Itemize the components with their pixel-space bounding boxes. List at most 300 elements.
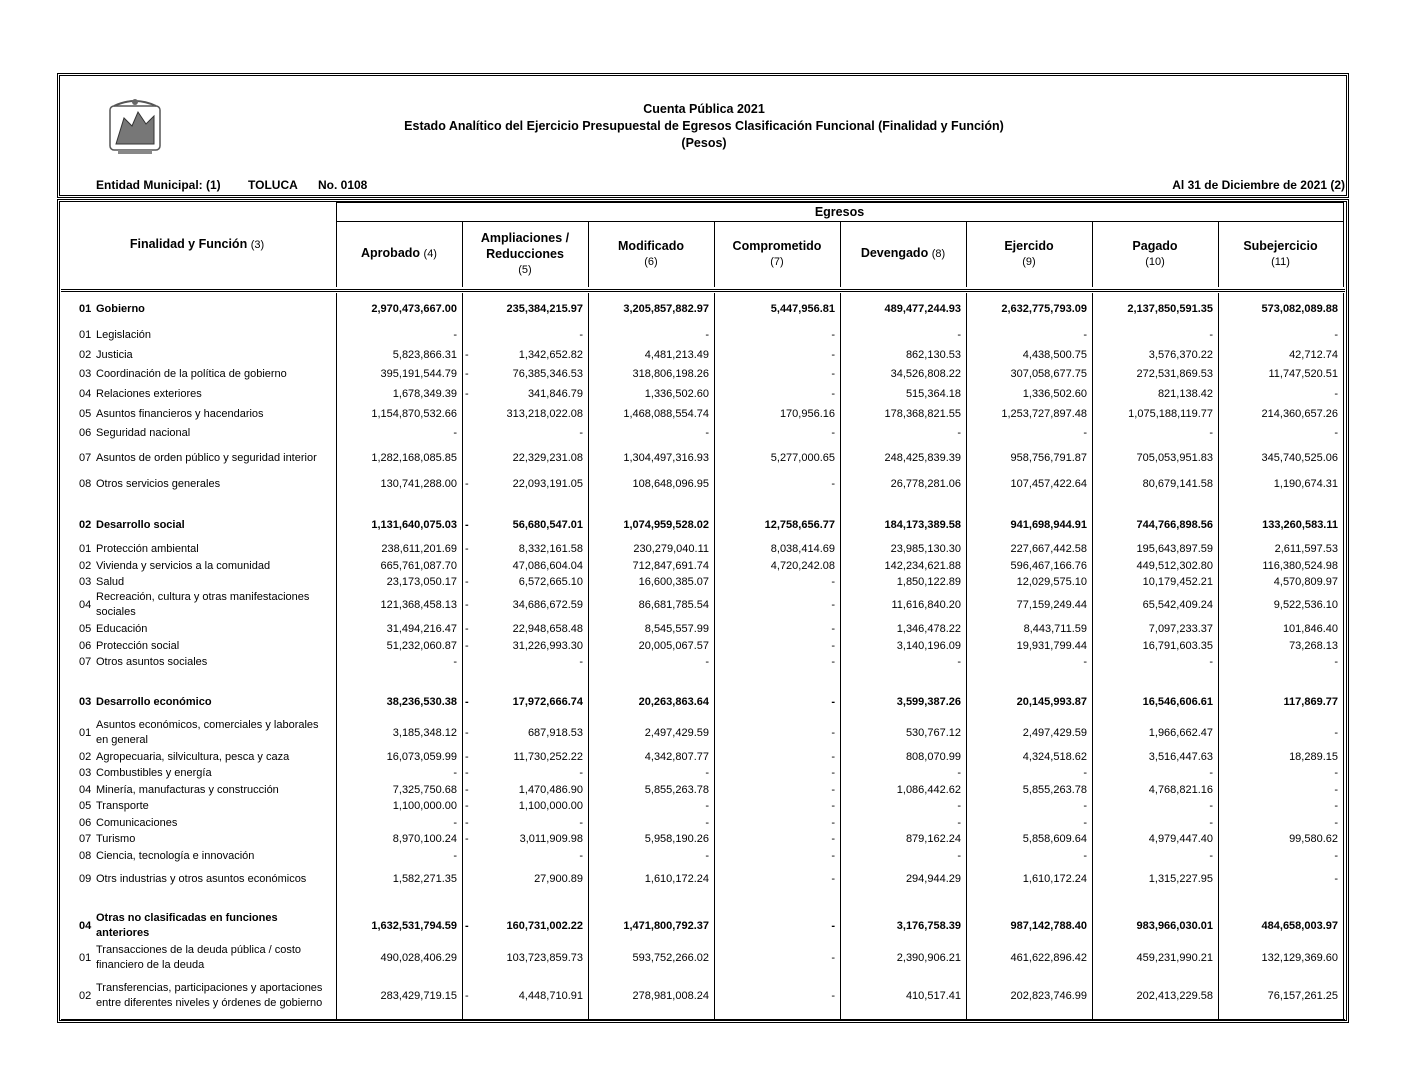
col-header-num: (10)	[1145, 256, 1165, 268]
col-header-label: Aprobado	[361, 246, 421, 260]
value-cell: 8,970,100.24	[392, 833, 457, 845]
value-cell: 1,632,531,794.59	[371, 920, 457, 932]
row-label: Coordinación de la política de gobierno	[96, 368, 287, 380]
column-divider	[462, 222, 463, 287]
value-cell: 3,011,909.98	[519, 833, 583, 845]
value-cell: 214,360,657.26	[1261, 408, 1338, 420]
value-cell: 987,142,788.40	[1010, 920, 1087, 932]
row-code: 04	[79, 920, 92, 932]
value-cell: 108,648,096.95	[632, 478, 709, 490]
value-cell: -	[1334, 767, 1338, 779]
value-cell: 76,385,346.53	[512, 368, 583, 380]
value-cell: 107,457,422.64	[1010, 478, 1087, 490]
value-cell: 5,958,190.26	[644, 833, 709, 845]
value-cell: 26,778,281.06	[890, 478, 961, 490]
value-cell: 313,218,022.08	[506, 408, 583, 420]
value-cell: 2,611,597.53	[1274, 543, 1338, 555]
row-label: Ciencia, tecnología e innovación	[96, 850, 255, 862]
column-divider	[462, 293, 463, 1019]
row-code: 08	[79, 850, 92, 862]
reduction-sign: -	[465, 751, 469, 763]
value-cell: 22,948,658.48	[512, 623, 583, 635]
value-cell: -	[1334, 427, 1338, 439]
value-cell: -	[831, 478, 835, 490]
reduction-sign: -	[465, 640, 469, 652]
value-cell: 5,855,263.78	[644, 784, 709, 796]
value-cell: 1,315,227.95	[1148, 873, 1213, 885]
value-cell: 1,336,502.60	[644, 388, 709, 400]
value-cell: 227,667,442.58	[1010, 543, 1087, 555]
value-cell: -	[705, 800, 709, 812]
value-cell: 56,680,547.01	[512, 519, 583, 531]
value-cell: -	[1334, 388, 1338, 400]
value-cell: 47,086,604.04	[512, 560, 583, 572]
value-cell: 1,610,172.24	[644, 873, 709, 885]
entity-label: Entidad Municipal: (1)	[96, 178, 221, 192]
value-cell: 8,038,414.69	[770, 543, 835, 555]
value-cell: 195,643,897.59	[1136, 543, 1213, 555]
value-cell: 12,758,656.77	[764, 519, 835, 531]
row-label: Transferencias, participaciones y aportaciones	[96, 982, 323, 994]
value-cell: -	[453, 850, 457, 862]
column-divider	[1218, 293, 1219, 1019]
value-cell: -	[957, 656, 961, 668]
value-cell: 5,855,263.78	[1022, 784, 1087, 796]
value-cell: 1,100,000.00	[392, 800, 457, 812]
value-cell: 395,191,544.79	[380, 368, 457, 380]
row-label: Educación	[96, 623, 148, 635]
value-cell: 16,791,603.35	[1142, 640, 1213, 652]
value-cell: 489,477,244.93	[884, 303, 961, 315]
col-header-finalidad-label: Finalidad y Función	[129, 237, 248, 251]
value-cell: 1,336,502.60	[1022, 388, 1087, 400]
value-cell: 8,443,711.59	[1023, 623, 1087, 635]
column-divider	[714, 222, 715, 287]
value-cell: 248,425,839.39	[884, 452, 961, 464]
value-cell: -	[831, 727, 835, 739]
value-cell: 593,752,266.02	[632, 952, 709, 964]
value-cell: -	[831, 599, 835, 611]
value-cell: -	[579, 427, 583, 439]
value-cell: 16,073,059.99	[386, 751, 457, 763]
value-cell: -	[1209, 767, 1213, 779]
value-cell: 86,681,785.54	[638, 599, 709, 611]
value-cell: -	[1083, 850, 1087, 862]
value-cell: 1,154,870,532.66	[371, 408, 457, 420]
row-code: 03	[79, 576, 92, 588]
value-cell: 2,632,775,793.09	[1001, 303, 1087, 315]
col-header-num: (7)	[770, 256, 784, 268]
row-label: Vivienda y servicios a la comunidad	[96, 560, 271, 572]
row-label: Legislación	[96, 329, 152, 341]
value-cell: -	[831, 952, 835, 964]
value-cell: 11,616,840.20	[891, 599, 961, 611]
value-cell: 76,157,261.25	[1267, 990, 1338, 1002]
value-cell: 705,053,951.83	[1136, 452, 1213, 464]
value-cell: 4,768,821.16	[1148, 784, 1213, 796]
entity-name: TOLUCA	[248, 178, 298, 192]
row-label: Relaciones exteriores	[96, 388, 202, 400]
value-cell: -	[453, 656, 457, 668]
value-cell: 142,234,621.88	[884, 560, 961, 572]
value-cell: 1,074,959,528.02	[623, 519, 709, 531]
value-cell: 238,611,201.69	[381, 543, 457, 555]
value-cell: -	[957, 800, 961, 812]
value-cell: 3,140,196.09	[896, 640, 961, 652]
col-header-finalidad-num: (3)	[250, 239, 265, 251]
value-cell: 99,580.62	[1289, 833, 1338, 845]
row-label-continued: sociales	[96, 606, 136, 618]
row-code: 07	[79, 656, 92, 668]
row-label-continued: entre diferentes niveles y órdenes de gobierno	[96, 997, 323, 1009]
value-cell: -	[831, 850, 835, 862]
value-cell: 103,723,859.73	[506, 952, 583, 964]
column-divider	[1343, 293, 1344, 1019]
value-cell: -	[1334, 850, 1338, 862]
reduction-sign: -	[465, 817, 469, 829]
value-cell: -	[831, 388, 835, 400]
col-header-num: (11)	[1271, 256, 1290, 268]
value-cell: 5,447,956.81	[770, 303, 835, 315]
column-divider	[1092, 222, 1093, 287]
value-cell: 4,324,518.62	[1022, 751, 1087, 763]
value-cell: -	[831, 833, 835, 845]
row-label: Transporte	[96, 800, 149, 812]
value-cell: 20,263,863.64	[638, 696, 709, 708]
reduction-sign: -	[465, 478, 469, 490]
value-cell: -	[705, 329, 709, 341]
value-cell: 596,467,166.76	[1010, 560, 1087, 572]
value-cell: 1,253,727,897.48	[1001, 408, 1087, 420]
value-cell: 17,972,666.74	[512, 696, 583, 708]
value-cell: 4,570,809.97	[1273, 576, 1338, 588]
row-code: 01	[79, 303, 92, 315]
value-cell: -	[579, 767, 583, 779]
column-divider	[588, 293, 589, 1019]
value-cell: -	[831, 817, 835, 829]
value-cell: 1,470,486.90	[518, 784, 583, 796]
value-cell: 1,086,442.62	[896, 784, 961, 796]
value-cell: -	[1334, 329, 1338, 341]
value-cell: 178,368,821.55	[884, 408, 961, 420]
col-header-pagado	[1094, 238, 1216, 270]
entity-number: No. 0108	[318, 178, 368, 192]
value-cell: 2,970,473,667.00	[371, 303, 457, 315]
value-cell: 1,190,674.31	[1273, 478, 1338, 490]
reduction-sign: -	[465, 727, 469, 739]
table-bottom-line	[61, 1019, 1345, 1020]
row-code: 05	[79, 800, 92, 812]
value-cell: 1,100,000.00	[518, 800, 583, 812]
value-cell: 184,173,389.58	[884, 519, 961, 531]
value-cell: -	[1083, 817, 1087, 829]
value-cell: -	[705, 656, 709, 668]
value-cell: 1,342,652.82	[518, 349, 583, 361]
reduction-sign: -	[465, 576, 469, 588]
value-cell: -	[1209, 800, 1213, 812]
reduction-sign: -	[465, 388, 469, 400]
value-cell: 27,900.89	[534, 873, 583, 885]
value-cell: 5,823,866.31	[392, 349, 457, 361]
value-cell: 1,346,478.22	[896, 623, 961, 635]
reduction-sign: -	[465, 599, 469, 611]
value-cell: 202,823,746.99	[1010, 990, 1087, 1002]
value-cell: 1,131,640,075.03	[371, 519, 457, 531]
value-cell: 65,542,409.24	[1142, 599, 1213, 611]
column-divider	[840, 222, 841, 287]
value-cell: -	[957, 329, 961, 341]
column-divider	[1092, 293, 1093, 1019]
value-cell: 8,545,557.99	[644, 623, 709, 635]
value-cell: -	[705, 817, 709, 829]
row-code: 01	[79, 727, 92, 739]
value-cell: 1,471,800,792.37	[623, 920, 709, 932]
value-cell: 862,130.53	[905, 349, 961, 361]
value-cell: -	[831, 696, 835, 708]
value-cell: -	[1209, 850, 1213, 862]
value-cell: 4,438,500.75	[1022, 349, 1087, 361]
value-cell: 573,082,089.88	[1261, 303, 1338, 315]
value-cell: 4,481,213.49	[644, 349, 709, 361]
row-code: 01	[79, 329, 92, 341]
col-header-comprometido	[716, 238, 838, 270]
reduction-sign: -	[465, 833, 469, 845]
value-cell: -	[957, 817, 961, 829]
value-cell: 530,767.12	[905, 727, 961, 739]
value-cell: 5,858,609.64	[1022, 833, 1087, 845]
column-divider	[588, 222, 589, 287]
value-cell: -	[831, 990, 835, 1002]
value-cell: -	[831, 873, 835, 885]
value-cell: 449,512,302.80	[1136, 560, 1213, 572]
row-code: 05	[79, 623, 92, 635]
value-cell: 11,730,252.22	[513, 751, 583, 763]
value-cell: 744,766,898.56	[1136, 519, 1213, 531]
value-cell: 31,226,993.30	[512, 640, 583, 652]
value-cell: -	[831, 427, 835, 439]
col-header-ampliaciones-reducciones	[464, 230, 586, 278]
row-label-continued: en general	[96, 734, 148, 746]
value-cell: -	[1083, 656, 1087, 668]
value-cell: -	[1083, 329, 1087, 341]
value-cell: 11,747,520.51	[1268, 368, 1338, 380]
value-cell: -	[1334, 784, 1338, 796]
value-cell: -	[1334, 817, 1338, 829]
col-header-modificado	[590, 238, 712, 270]
column-divider	[840, 293, 841, 1019]
value-cell: 821,138.42	[1157, 388, 1213, 400]
value-cell: -	[453, 817, 457, 829]
row-label: Asuntos económicos, comerciales y laborales	[96, 719, 319, 731]
value-cell: -	[579, 817, 583, 829]
col-header-subejercicio	[1220, 238, 1341, 270]
egresos-group-header: Egresos	[814, 205, 865, 219]
value-cell: 116,380,524.98	[1262, 560, 1338, 572]
value-cell: -	[831, 656, 835, 668]
value-cell: 23,985,130.30	[890, 543, 961, 555]
row-label: Desarrollo económico	[96, 696, 212, 708]
value-cell: -	[1209, 817, 1213, 829]
value-cell: 170,956.16	[779, 408, 835, 420]
value-cell: 38,236,530.38	[386, 696, 457, 708]
report-subtitle: Estado Analítico del Ejercicio Presupuestal de Egresos Clasificación Funcional (Finalidad y Función)	[404, 119, 1004, 133]
row-label: Asuntos de orden público y seguridad interior	[96, 452, 317, 464]
reduction-sign: -	[465, 800, 469, 812]
value-cell: -	[831, 623, 835, 635]
value-cell: -	[831, 751, 835, 763]
value-cell: -	[1083, 767, 1087, 779]
row-label: Otras no clasificadas en funciones	[96, 912, 278, 924]
value-cell: 941,698,944.91	[1010, 519, 1087, 531]
value-cell: 7,097,233.37	[1148, 623, 1213, 635]
value-cell: -	[1209, 656, 1213, 668]
value-cell: 20,145,993.87	[1016, 696, 1087, 708]
row-label: Protección social	[96, 640, 180, 652]
row-label: Comunicaciones	[96, 817, 178, 829]
col-header-num: (8)	[931, 248, 946, 260]
table-header-divider	[61, 289, 1345, 292]
value-cell: -	[1209, 427, 1213, 439]
row-label-continued: anteriores	[96, 927, 150, 939]
value-cell: 2,497,429.59	[1022, 727, 1087, 739]
row-label: Gobierno	[96, 303, 145, 315]
value-cell: 42,712.74	[1289, 349, 1338, 361]
value-cell: 272,531,869.53	[1136, 368, 1213, 380]
value-cell: 5,277,000.65	[770, 452, 835, 464]
row-code: 07	[79, 833, 92, 845]
row-label: Seguridad nacional	[96, 427, 191, 439]
value-cell: 958,756,791.87	[1010, 452, 1087, 464]
value-cell: -	[957, 767, 961, 779]
value-cell: -	[831, 800, 835, 812]
col-header-label: Ejercido	[1004, 239, 1054, 253]
row-code: 02	[79, 349, 92, 361]
group-top-line	[336, 202, 1343, 203]
row-code: 04	[79, 599, 92, 611]
col-header-aprobado	[338, 245, 460, 262]
reduction-sign: -	[465, 767, 469, 779]
value-cell: 4,720,242.08	[770, 560, 835, 572]
value-cell: 132,129,369.60	[1261, 952, 1338, 964]
value-cell: 101,846.40	[1282, 623, 1338, 635]
value-cell: -	[1334, 800, 1338, 812]
value-cell: 130,741,288.00	[380, 478, 457, 490]
value-cell: 1,966,662.47	[1148, 727, 1213, 739]
row-code: 02	[79, 751, 92, 763]
value-cell: 80,679,141.58	[1142, 478, 1213, 490]
value-cell: 410,517.41	[905, 990, 961, 1002]
value-cell: -	[1209, 329, 1213, 341]
value-cell: 117,869.77	[1283, 696, 1338, 708]
value-cell: 23,173,050.17	[386, 576, 457, 588]
row-code: 02	[79, 990, 92, 1002]
value-cell: 1,075,188,119.77	[1128, 408, 1213, 420]
row-label: Salud	[96, 576, 125, 588]
row-code: 03	[79, 767, 92, 779]
col-header-num: (4)	[423, 248, 437, 260]
column-divider	[1343, 202, 1344, 287]
value-cell: 1,468,088,554.74	[623, 408, 709, 420]
value-cell: -	[579, 656, 583, 668]
value-cell: 22,093,191.05	[512, 478, 583, 490]
report-title: Cuenta Pública 2021	[643, 102, 765, 116]
value-cell: -	[705, 767, 709, 779]
value-cell: 318,806,198.26	[632, 368, 709, 380]
col-header-label: Ampliaciones / Reducciones	[480, 231, 570, 261]
row-code: 02	[79, 560, 92, 572]
value-cell: 51,232,060.87	[386, 640, 457, 652]
value-cell: 4,342,807.77	[644, 751, 709, 763]
value-cell: 34,686,672.59	[512, 599, 583, 611]
value-cell: 3,516,447.63	[1148, 751, 1213, 763]
row-code: 03	[79, 368, 92, 380]
value-cell: 3,576,370.22	[1148, 349, 1213, 361]
value-cell: 490,028,406.29	[380, 952, 457, 964]
value-cell: 345,740,525.06	[1261, 452, 1338, 464]
row-code: 06	[79, 427, 92, 439]
value-cell: -	[957, 427, 961, 439]
row-code: 02	[79, 519, 92, 531]
value-cell: 1,582,271.35	[392, 873, 457, 885]
column-divider	[966, 293, 967, 1019]
value-cell: -	[831, 920, 835, 932]
column-divider	[336, 293, 337, 1019]
value-cell: 687,918.53	[527, 727, 583, 739]
value-cell: -	[453, 329, 457, 341]
row-code: 06	[79, 817, 92, 829]
value-cell: 31,494,216.47	[386, 623, 457, 635]
row-label: Minería, manufacturas y construcción	[96, 784, 279, 796]
reduction-sign: -	[465, 784, 469, 796]
value-cell: -	[705, 427, 709, 439]
row-label: Combustibles y energía	[96, 767, 212, 779]
row-label: Agropecuaria, silvicultura, pesca y caza	[96, 751, 290, 763]
row-label: Desarrollo social	[96, 519, 185, 531]
value-cell: 16,600,385.07	[638, 576, 709, 588]
column-divider	[1218, 222, 1219, 287]
value-cell: 73,268.13	[1289, 640, 1338, 652]
value-cell: 235,384,215.97	[506, 303, 583, 315]
value-cell: 712,847,691.74	[632, 560, 709, 572]
value-cell: 1,678,349.39	[392, 388, 457, 400]
value-cell: -	[831, 767, 835, 779]
col-header-label: Devengado	[860, 246, 929, 260]
row-label: Otros servicios generales	[96, 478, 221, 490]
value-cell: 16,546,606.61	[1142, 696, 1213, 708]
col-header-num: (9)	[1022, 256, 1036, 268]
value-cell: 202,413,229.58	[1136, 990, 1213, 1002]
value-cell: -	[453, 767, 457, 779]
value-cell: 1,610,172.24	[1022, 873, 1087, 885]
value-cell: 4,979,447.40	[1148, 833, 1213, 845]
value-cell: 278,981,008.24	[632, 990, 709, 1002]
value-cell: 983,966,030.01	[1136, 920, 1213, 932]
value-cell: -	[1334, 727, 1338, 739]
reduction-sign: -	[465, 990, 469, 1002]
group-bottom-line	[336, 221, 1343, 222]
value-cell: 22,329,231.08	[512, 452, 583, 464]
row-label: Protección ambiental	[96, 543, 199, 555]
value-cell: -	[831, 349, 835, 361]
value-cell: 808,070.99	[905, 751, 961, 763]
municipal-crest-icon	[104, 96, 166, 158]
row-code: 05	[79, 408, 92, 420]
value-cell: 121,368,458.13	[380, 599, 457, 611]
value-cell: 341,846.79	[527, 388, 583, 400]
value-cell: 8,332,161.58	[518, 543, 583, 555]
col-header-finalidad	[62, 236, 332, 253]
value-cell: -	[453, 427, 457, 439]
